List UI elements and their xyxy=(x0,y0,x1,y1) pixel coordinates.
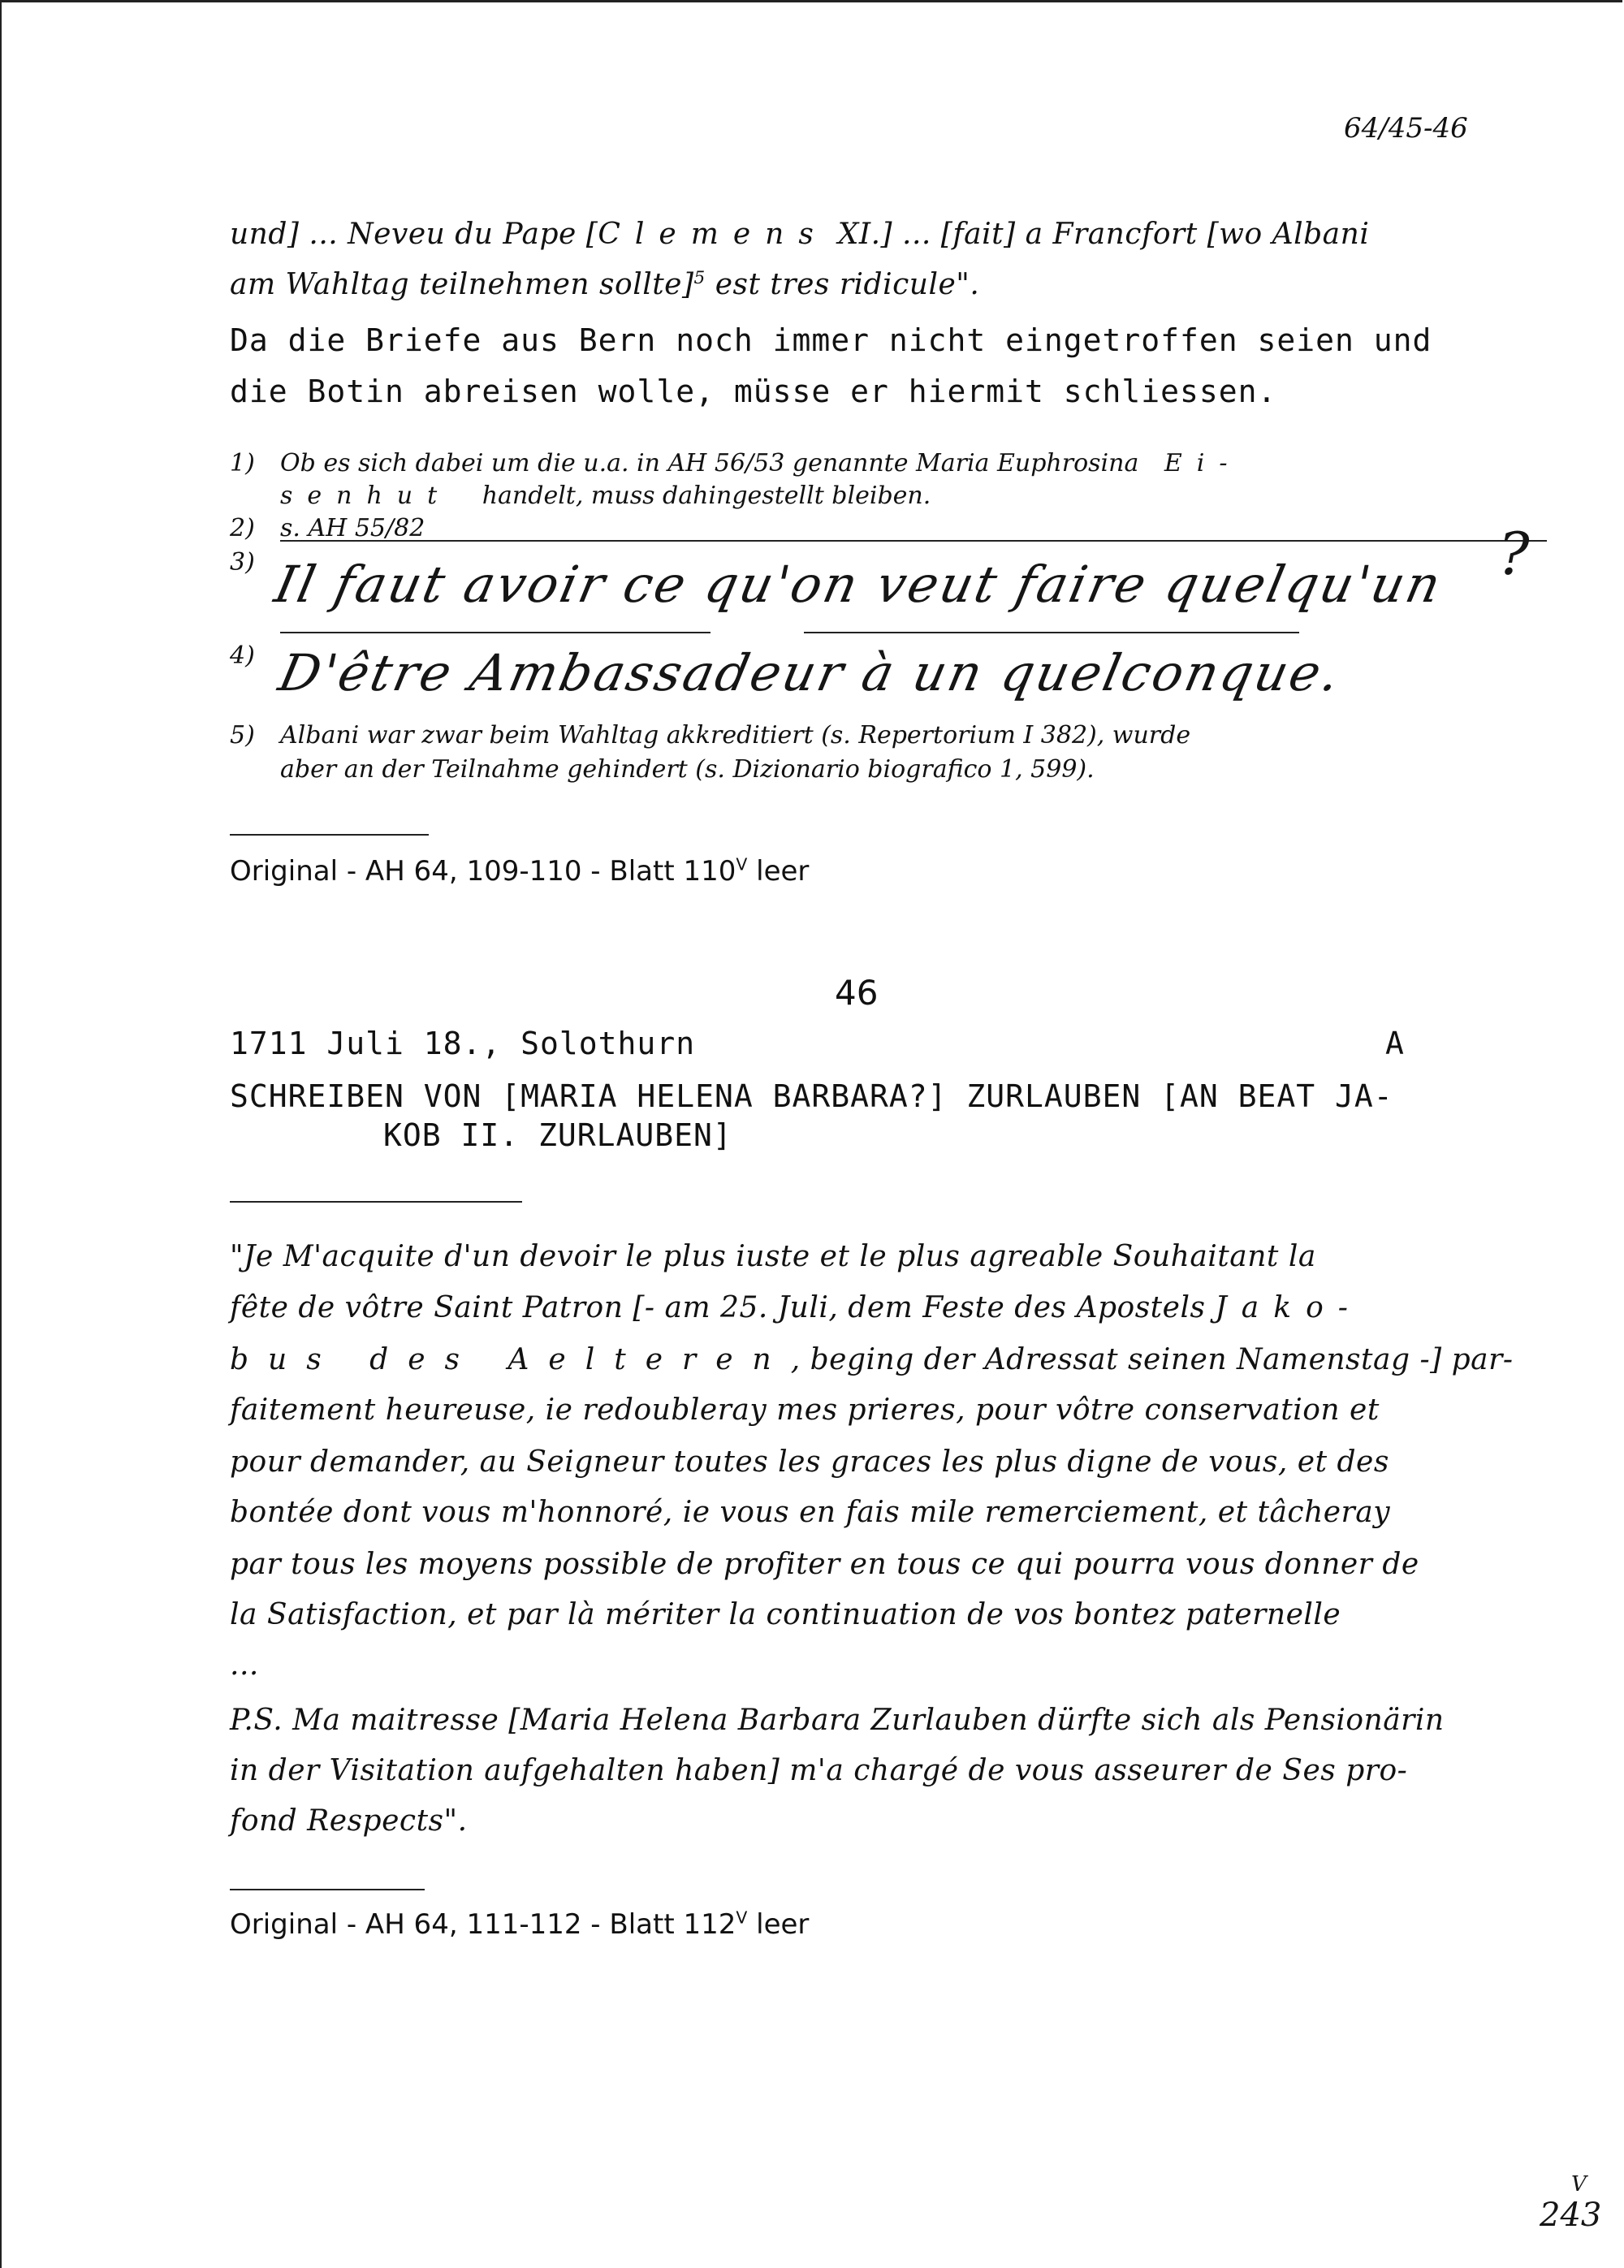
title-rule xyxy=(230,1201,522,1203)
footnote-ref: 5 xyxy=(693,268,706,288)
footnote-3-rule-b xyxy=(804,632,1299,633)
continuation-line-2 xyxy=(230,268,979,301)
text-fragment: am Wahltag teilnehmen sollte] xyxy=(230,268,694,301)
original-reference-1 xyxy=(230,855,809,888)
continuation-line-4: die Botin abreisen wolle, müsse er hiermit schliessen. xyxy=(230,374,1277,409)
corner-folio-number: 243 xyxy=(1540,2197,1602,2234)
letter-line-8: la Satisfaction, et par là mériter la continuation de vos bontez paternelle xyxy=(230,1598,1341,1631)
text-fragment: handelt, muss dahingestellt bleiben. xyxy=(482,482,931,510)
footnote-3-question-mark: ? xyxy=(1498,520,1530,588)
footnote-2-rule xyxy=(280,540,1547,542)
text-fragment: leer xyxy=(747,855,810,888)
continuation-line-1 xyxy=(230,218,1369,251)
letter-line-6: bontée dont vous m'honnoré, ie vous en fais mile remerciement, et tâcheray xyxy=(230,1496,1391,1529)
footnote-4-number: 4) xyxy=(230,642,255,670)
spaced-name: Jako- xyxy=(1215,1291,1363,1324)
text-fragment: Original - AH 64, 111-112 - Blatt 112 xyxy=(230,1908,736,1941)
text-fragment: und] ... Neveu du Pape [ xyxy=(230,218,598,251)
document-title-line-1: SCHREIBEN VON [MARIA HELENA BARBARA?] ZURLAUBEN [AN BEAT JA- xyxy=(230,1078,1393,1114)
letter-line-3 xyxy=(230,1343,1513,1376)
text-fragment: Ob es sich dabei um die u.a. in AH 56/53 genannte Maria Euphrosina xyxy=(280,449,1139,477)
letter-ps-line-3: fond Respects". xyxy=(230,1804,468,1838)
page-number: 64/45-46 xyxy=(1344,112,1468,145)
letter-line-4: faitement heureuse, ie redoubleray mes prieres, pour vôtre conservation et xyxy=(230,1393,1380,1427)
letter-ellipsis: ... xyxy=(230,1648,259,1682)
letter-line-7: par tous les moyens possible de profiter en tous ce qui pourra vous donner de xyxy=(230,1548,1419,1581)
document-date-place: 1711 Juli 18., Solothurn xyxy=(230,1026,696,1061)
footnote-4-handwriting: D'être Ambassadeur à un quelconque. xyxy=(274,643,1348,702)
footnote-2-text: s. AH 55/82 xyxy=(280,514,425,542)
letter-line-2 xyxy=(230,1291,1363,1324)
letter-ps-line-2: in der Visitation aufgehalten haben] m'a chargé de vous asseurer de Ses pro- xyxy=(230,1754,1408,1787)
document-type-letter: A xyxy=(1385,1026,1405,1061)
text-fragment: XI.] ... [fait] a Francfort [wo Albani xyxy=(827,218,1370,251)
spaced-name: Ei- xyxy=(1164,449,1242,477)
document-title-line-2: KOB II. ZURLAUBEN] xyxy=(383,1117,732,1153)
corner-verso-mark: V xyxy=(1571,2172,1587,2197)
footnote-5-line-1: Albani war zwar beim Wahltag akkreditiert (s. Repertorium I 382), wurde xyxy=(280,721,1191,750)
verso-mark: V xyxy=(736,854,748,875)
letter-line-1: "Je M'acquite d'un devoir le plus iuste et le plus agreable Souhaitant la xyxy=(230,1240,1316,1273)
footnote-1-line-2 xyxy=(280,482,931,510)
letter-ps-line-1: P.S. Ma maitresse [Maria Helena Barbara Zurlauben dürfte sich als Pensionärin xyxy=(230,1704,1445,1737)
footnote-2-number: 2) xyxy=(230,514,255,542)
spaced-name: senhut xyxy=(280,482,452,510)
text-fragment: fête de vôtre Saint Patron [- am 25. Juli, dem Feste des Apostels xyxy=(230,1291,1216,1324)
spaced-name: Clemens xyxy=(598,218,828,251)
footnote-1-number: 1) xyxy=(230,449,255,477)
footnote-3-rule xyxy=(280,632,710,633)
verso-mark: V xyxy=(736,1907,748,1928)
letter-line-5: pour demander, au Seigneur toutes les graces les plus digne de vous, et des xyxy=(230,1445,1389,1479)
footnote-3-handwriting: Il faut avoir ce qu'on veut faire quelqu'un xyxy=(270,555,1449,614)
text-fragment: Original - AH 64, 109-110 - Blatt 110 xyxy=(230,855,736,888)
text-fragment: est tres ridicule". xyxy=(705,268,980,301)
separator-rule xyxy=(230,834,429,836)
spaced-name: bus des Aelteren xyxy=(230,1343,791,1376)
text-fragment: , beging der Adressat seinen Namenstag -] par- xyxy=(790,1343,1514,1376)
footnote-3-number: 3) xyxy=(230,548,255,577)
footnote-5-line-2: aber an der Teilnahme gehindert (s. Dizionario biografico 1, 599). xyxy=(280,755,1095,784)
original-reference-2 xyxy=(230,1908,809,1941)
footnote-5-number: 5) xyxy=(230,721,255,750)
continuation-line-3: Da die Briefe aus Bern noch immer nicht eingetroffen seien und xyxy=(230,322,1432,358)
footnote-1-line-1 xyxy=(280,449,1242,477)
text-fragment: leer xyxy=(747,1908,810,1941)
original-separator-rule xyxy=(230,1889,425,1890)
document-number: 46 xyxy=(835,973,879,1013)
